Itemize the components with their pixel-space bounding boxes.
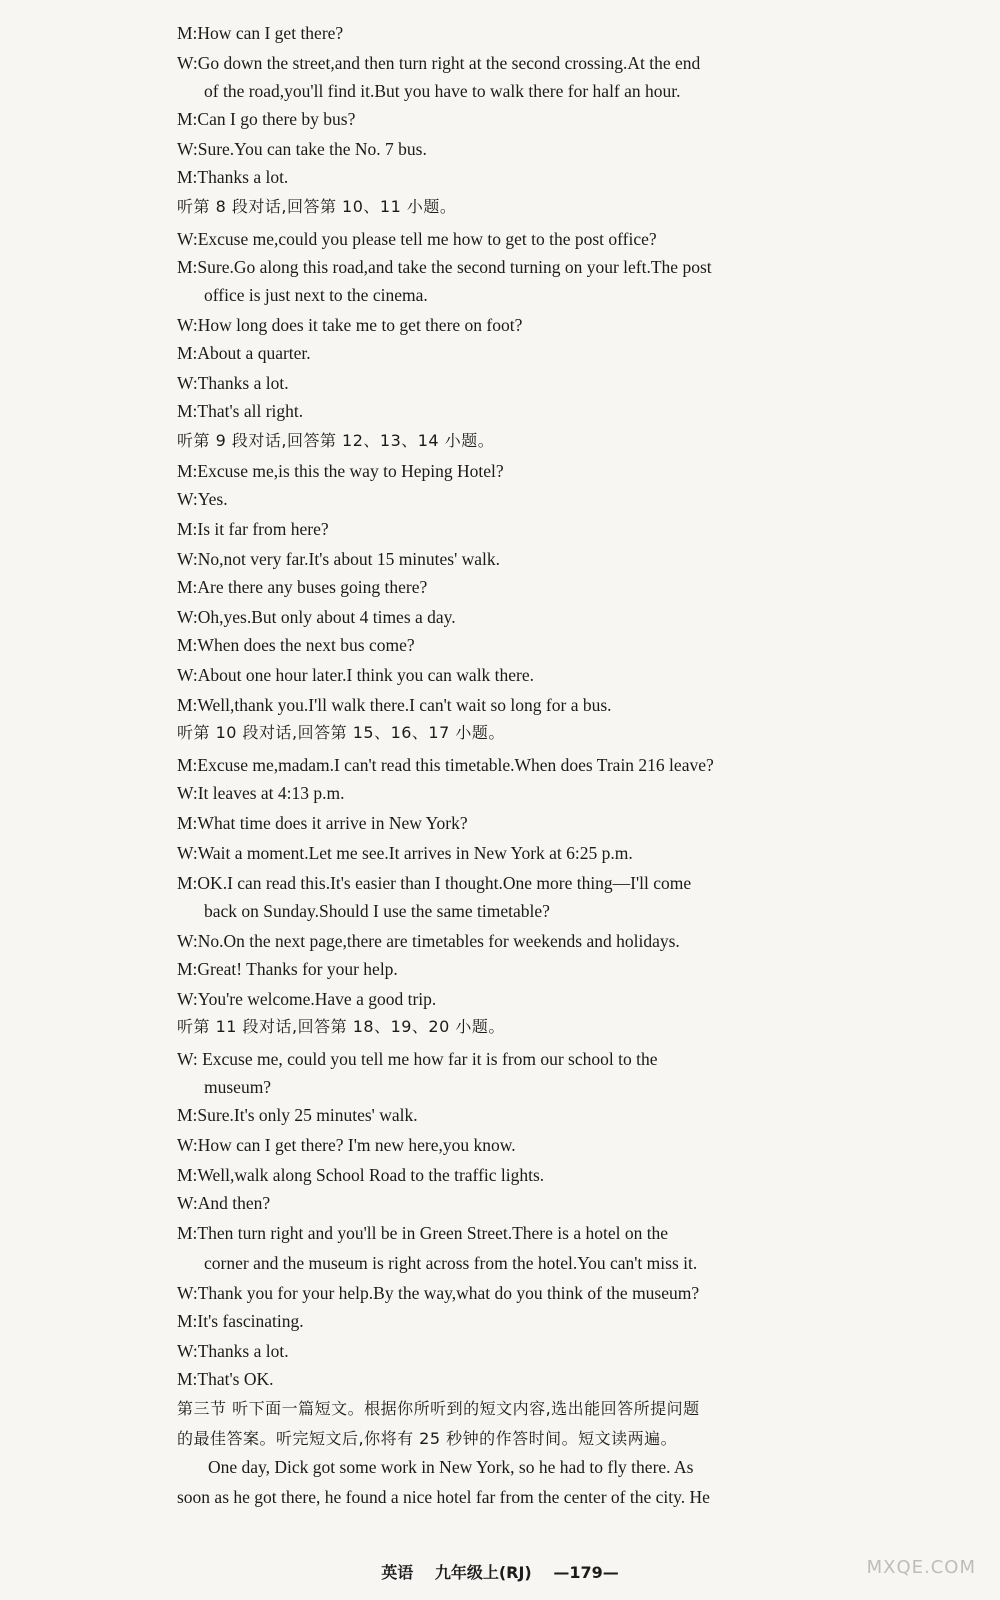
dialogue-line: W:Go down the street,and then turn right at the second crossing.At the end bbox=[177, 53, 701, 73]
dialogue-line: One day, Dick got some work in New York, so he had to fly there. As bbox=[208, 1457, 694, 1477]
dialogue-line: M:That's all right. bbox=[177, 401, 304, 421]
dialogue-line: W:Oh,yes.But only about 4 times a day. bbox=[177, 607, 456, 627]
footer-subject: 英语 bbox=[381, 1563, 414, 1582]
section-instruction: 听第 8 段对话,回答第 10、11 小题。 bbox=[177, 197, 457, 216]
dialogue-line: M:Great! Thanks for your help. bbox=[177, 959, 398, 979]
dialogue-line: corner and the museum is right across from the hotel.You can't miss it. bbox=[204, 1253, 698, 1273]
dialogue-line: W:How long does it take me to get there on foot? bbox=[177, 315, 523, 335]
dialogue-line: office is just next to the cinema. bbox=[204, 285, 428, 305]
dialogue-line: M:Well,thank you.I'll walk there.I can't wait so long for a bus. bbox=[177, 695, 612, 715]
section-instruction: 听第 11 段对话,回答第 18、19、20 小题。 bbox=[177, 1017, 505, 1036]
watermark bbox=[806, 1498, 976, 1578]
dialogue-line: W:You're welcome.Have a good trip. bbox=[177, 989, 437, 1009]
dialogue-line: W: Excuse me, could you tell me how far it is from our school to the bbox=[177, 1049, 658, 1069]
dialogue-line: M:Are there any buses going there? bbox=[177, 577, 428, 597]
dialogue-line: W:Thanks a lot. bbox=[177, 1341, 289, 1361]
dialogue-line: M:OK.I can read this.It's easier than I thought.One more thing—I'll come bbox=[177, 873, 692, 893]
section-instruction: 听第 9 段对话,回答第 12、13、14 小题。 bbox=[177, 431, 495, 450]
dialogue-line: M:Then turn right and you'll be in Green Street.There is a hotel on the bbox=[177, 1223, 669, 1243]
section-instruction: 听第 10 段对话,回答第 15、16、17 小题。 bbox=[177, 723, 505, 742]
dialogue-line: W:No,not very far.It's about 15 minutes' walk. bbox=[177, 549, 501, 569]
dialogue-line: M:Is it far from here? bbox=[177, 519, 329, 539]
dialogue-line: M:It's fascinating. bbox=[177, 1311, 304, 1331]
dialogue-line: W:About one hour later.I think you can walk there. bbox=[177, 665, 535, 685]
dialogue-line: M:Can I go there by bus? bbox=[177, 109, 356, 129]
dialogue-line: W:Yes. bbox=[177, 489, 228, 509]
dialogue-line: M:Excuse me,is this the way to Heping Hotel? bbox=[177, 461, 504, 481]
dialogue-line: M:What time does it arrive in New York? bbox=[177, 813, 468, 833]
dialogue-line: M:Thanks a lot. bbox=[177, 167, 289, 187]
footer-grade: 九年级上(RJ) bbox=[434, 1563, 532, 1582]
dialogue-line: soon as he got there, he found a nice hotel far from the center of the city. He bbox=[177, 1487, 710, 1507]
section-instruction: 第三节 听下面一篇短文。根据你所听到的短文内容,选出能回答所提问题 bbox=[177, 1399, 700, 1418]
dialogue-line: W:Excuse me,could you please tell me how to get to the post office? bbox=[177, 229, 657, 249]
dialogue-line: back on Sunday.Should I use the same timetable? bbox=[204, 901, 550, 921]
dialogue-line: M:When does the next bus come? bbox=[177, 635, 415, 655]
dialogue-line: M:That's OK. bbox=[177, 1369, 274, 1389]
dialogue-line: M:Sure.It's only 25 minutes' walk. bbox=[177, 1105, 418, 1125]
dialogue-line: W:Thanks a lot. bbox=[177, 373, 289, 393]
dialogue-line: M:Well,walk along School Road to the traffic lights. bbox=[177, 1165, 545, 1185]
section-instruction: 的最佳答案。听完短文后,你将有 25 秒钟的作答时间。短文读两遍。 bbox=[177, 1429, 678, 1448]
dialogue-line: W:No.On the next page,there are timetables for weekends and holidays. bbox=[177, 931, 680, 951]
dialogue-line: M:How can I get there? bbox=[177, 23, 344, 43]
dialogue-line: museum? bbox=[204, 1077, 272, 1097]
dialogue-line: M:Sure.Go along this road,and take the second turning on your left.The post bbox=[177, 257, 712, 277]
dialogue-line: W:It leaves at 4:13 p.m. bbox=[177, 783, 345, 803]
dialogue-line: M:Excuse me,madam.I can't read this timetable.When does Train 216 leave? bbox=[177, 755, 714, 775]
dialogue-line: of the road,you'll find it.But you have to walk there for half an hour. bbox=[204, 81, 681, 101]
dialogue-line: W:How can I get there? I'm new here,you know. bbox=[177, 1135, 516, 1155]
dialogue-line: M:About a quarter. bbox=[177, 343, 311, 363]
footer-page-number: —179— bbox=[553, 1563, 619, 1582]
dialogue-line: W:Wait a moment.Let me see.It arrives in New York at 6:25 p.m. bbox=[177, 843, 633, 863]
dialogue-line: W:And then? bbox=[177, 1193, 271, 1213]
dialogue-line: W:Thank you for your help.By the way,what do you think of the museum? bbox=[177, 1283, 700, 1303]
dialogue-line: W:Sure.You can take the No. 7 bus. bbox=[177, 139, 427, 159]
watermark-text: MXQE.COM bbox=[866, 1557, 976, 1578]
